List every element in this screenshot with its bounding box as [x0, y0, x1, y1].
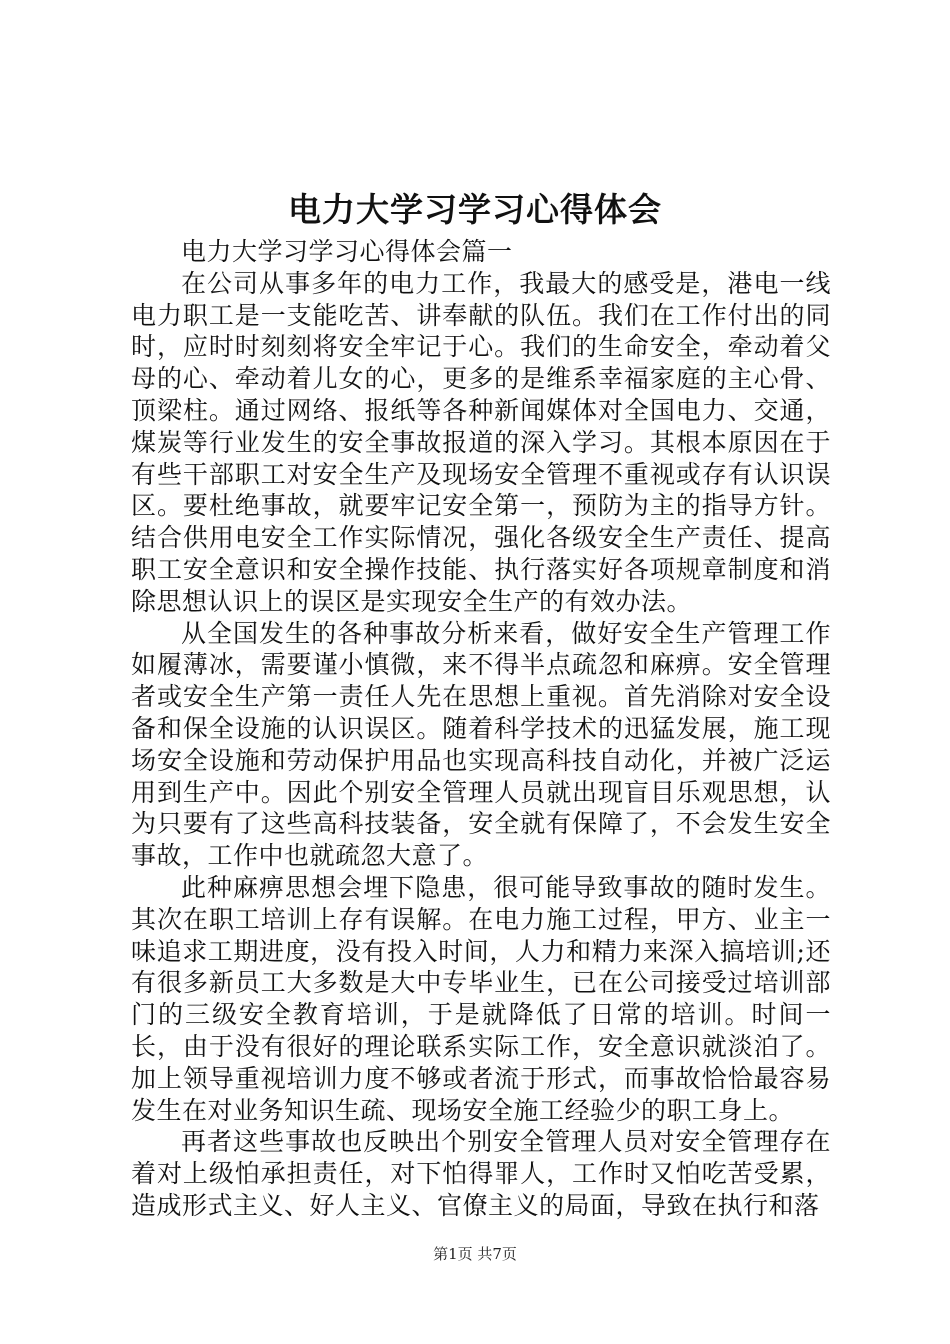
- document-body: [131, 236, 831, 1222]
- page-number: 第1页 共7页: [433, 1245, 517, 1263]
- paragraph: 再者这些事故也反映出个别安全管理人员对安全管理存在着对上级怕承担责任，对下怕得罪人，工作时又怕吃苦受累，造成形式主义、好人主义、官僚主义的局面，导致在执行和落: [131, 1127, 831, 1220]
- paragraph: 在公司从事多年的电力工作，我最大的感受是，港电一线电力职工是一支能吃苦、讲奉献的队伍。我们在工作付出的同时，应时时刻刻将安全牢记于心。我们的生命安全，牵动着父母的心、牵动着儿女的心，更多的是维系幸福家庭的主心骨、顶梁柱。通过网络、报纸等各种新闻媒体对全国电力、交通，煤炭等行业发生的安全事故报道的深入学习。其根本原因在于有些干部职工对安全生产及现场安全管理不重视或存有认识误区。要杜绝事故，就要牢记安全第一，预防为主的指导方针。结合供用电安全工作实际情况，强化各级安全生产责任、提高职工安全意识和安全操作技能、执行落实好各项规章制度和消除思想认识上的误区是实现安全生产的有效办法。: [131, 268, 831, 616]
- paragraph: 从全国发生的各种事故分析来看，做好安全生产管理工作如履薄冰，需要谨小慎微，来不得半点疏忽和麻痹。安全管理者或安全生产第一责任人先在思想上重视。首先消除对安全设备和保全设施的认识误区。随着科学技术的迅猛发展，施工现场安全设施和劳动保护用品也实现高科技自动化，并被广泛运用到生产中。因此个别安全管理人员就出现盲目乐观思想，认为只要有了这些高科技装备，安全就有保障了，不会发生安全事故，工作中也就疏忽大意了。: [131, 618, 831, 871]
- paragraph: 此种麻痹思想会埋下隐患，很可能导致事故的随时发生。其次在职工培训上存有误解。在电力施工过程，甲方、业主一味追求工期进度，没有投入时间，人力和精力来深入搞培训;还有很多新员工大多数是大中专毕业生，已在公司接受过培训部门的三级安全教育培训，于是就降低了日常的培训。时间一长，由于没有很好的理论联系实际工作，安全意识就淡泊了。加上领导重视培训力度不够或者流于形式，而事故恰恰最容易发生在对业务知识生疏、现场安全施工经验少的职工身上。: [131, 872, 831, 1125]
- document-title: 电力大学习学习心得体会: [288, 190, 662, 229]
- section-heading: 电力大学习学习心得体会篇一: [181, 237, 513, 266]
